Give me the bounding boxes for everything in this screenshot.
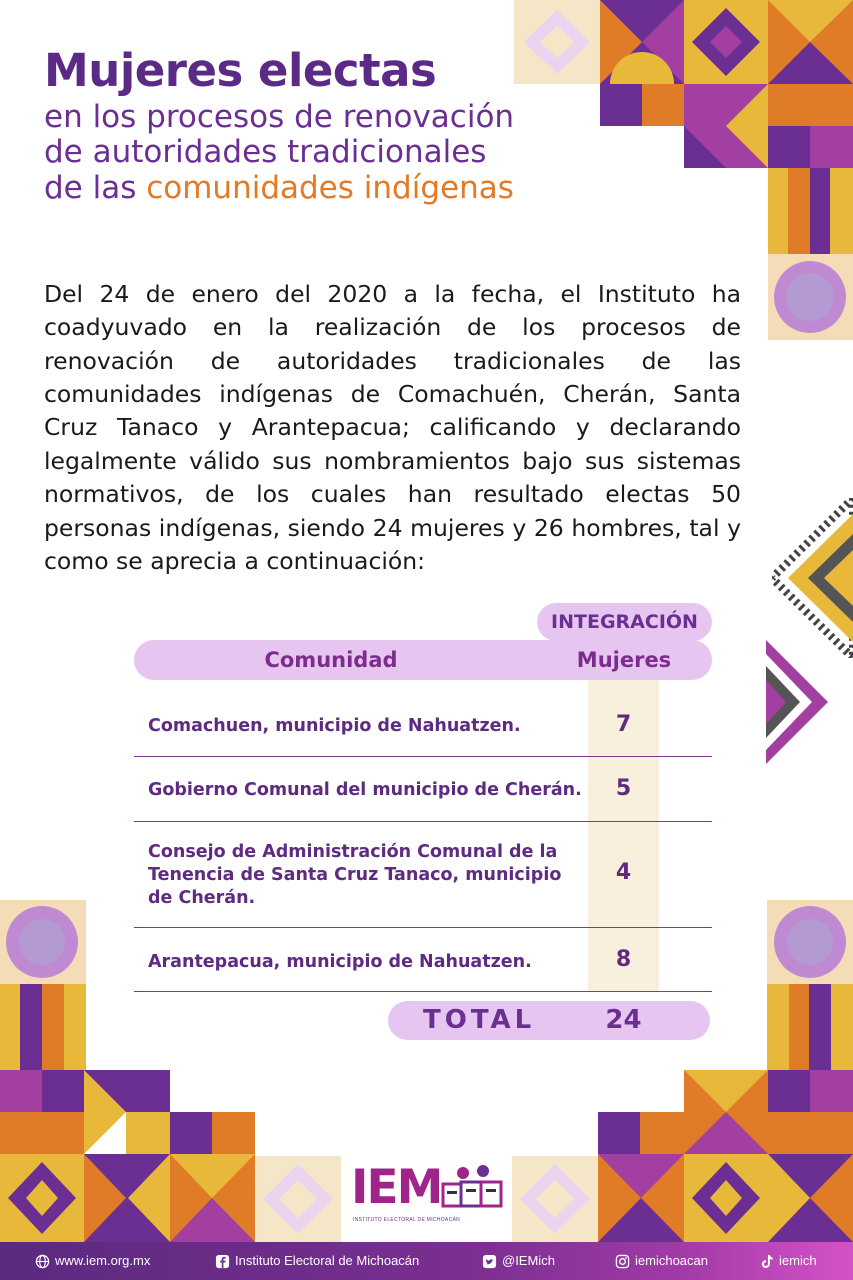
footer-twitter[interactable] xyxy=(482,1242,555,1280)
footer-bar xyxy=(0,1242,853,1280)
subtitle-line-2: de autoridades tradicionales xyxy=(44,134,487,171)
subtitle-line-3-prefix: de las xyxy=(44,170,147,207)
table-row xyxy=(134,928,712,992)
row-mujeres: 8 xyxy=(615,947,632,972)
logo-text: IEM xyxy=(351,1160,442,1215)
logo-subtext: INSTITUTO ELECTORAL DE MICHOACÁN xyxy=(353,1217,461,1223)
row-mujeres: 7 xyxy=(615,712,632,737)
table-row xyxy=(134,757,712,822)
title-block xyxy=(44,46,604,207)
row-comunidad: Gobierno Comunal del municipio de Cherán. xyxy=(148,780,582,800)
iem-logo xyxy=(351,1160,511,1228)
column-header-mujeres: Mujeres xyxy=(576,648,672,672)
table-header xyxy=(134,640,712,680)
cream-tile-right-decoration xyxy=(512,1156,598,1242)
total-label: TOTAL xyxy=(423,1005,536,1035)
footer-facebook-text: Instituto Electoral de Michoacán xyxy=(235,1253,420,1268)
bottom-right-pattern-decoration xyxy=(598,1070,853,1242)
left-column-decoration xyxy=(0,900,86,1070)
footer-instagram[interactable] xyxy=(615,1242,708,1280)
table-group-header: INTEGRACIÓN xyxy=(537,603,712,641)
footer-website-text: www.iem.org.mx xyxy=(55,1253,151,1268)
row-mujeres: 5 xyxy=(615,776,632,801)
right-zigzag-decoration-2 xyxy=(766,640,828,764)
bottom-left-pattern-decoration xyxy=(0,1070,255,1242)
subtitle-line-3 xyxy=(44,171,604,207)
globe-icon xyxy=(35,1254,50,1269)
row-comunidad: Consejo de Administración Comunal de la Tenencia de Santa Cruz Tanaco, municipio de Cherán. xyxy=(148,842,562,908)
row-mujeres: 4 xyxy=(615,860,632,885)
instagram-icon xyxy=(615,1254,630,1269)
row-comunidad: Comachuen, municipio de Nahuatzen. xyxy=(148,716,521,736)
right-zigzag-decoration-1 xyxy=(772,498,853,658)
subtitle-line-1: en los procesos de renovación xyxy=(44,98,515,135)
footer-tiktok[interactable] xyxy=(761,1242,817,1280)
footer-twitter-text: @IEMich xyxy=(502,1253,555,1268)
table-row xyxy=(134,680,712,757)
footer-website[interactable] xyxy=(35,1242,150,1280)
subtitle-accent-text: comunidades indígenas xyxy=(146,170,514,207)
page-title: Mujeres electas xyxy=(44,44,437,97)
intro-paragraph: Del 24 de enero del 2020 a la fecha, el Instituto ha coadyuvado en la realización de los procesos de renovación de autoridades tradicionales de las comunidades indígenas de Comachuén, Cherán, Santa Cruz Tanaco y Arantepacua; calificando y declarando legalmente válido sus nombramientos bajo sus sistemas normativos, de los cuales han resultado electas 50 personas indígenas, siendo 24 mujeres y 26 hombres, tal y como se aprecia a continuación: xyxy=(44,280,741,575)
footer-facebook[interactable] xyxy=(215,1242,419,1280)
column-header-comunidad: Comunidad xyxy=(264,648,398,672)
total-bar xyxy=(388,1001,710,1040)
twitter-icon xyxy=(482,1254,497,1269)
footer-tiktok-text: iemich xyxy=(779,1253,817,1268)
row-comunidad: Arantepacua, municipio de Nahuatzen. xyxy=(148,952,532,972)
facebook-icon xyxy=(215,1254,230,1269)
right-column-decoration xyxy=(767,900,853,1070)
tiktok-icon xyxy=(761,1254,774,1269)
footer-instagram-text: iemichoacan xyxy=(635,1253,708,1268)
cream-tile-left-decoration xyxy=(255,1156,341,1242)
ballot-people-icon xyxy=(439,1164,505,1214)
table-row xyxy=(134,822,712,928)
page-subtitle xyxy=(44,100,604,208)
total-value: 24 xyxy=(605,1005,642,1035)
